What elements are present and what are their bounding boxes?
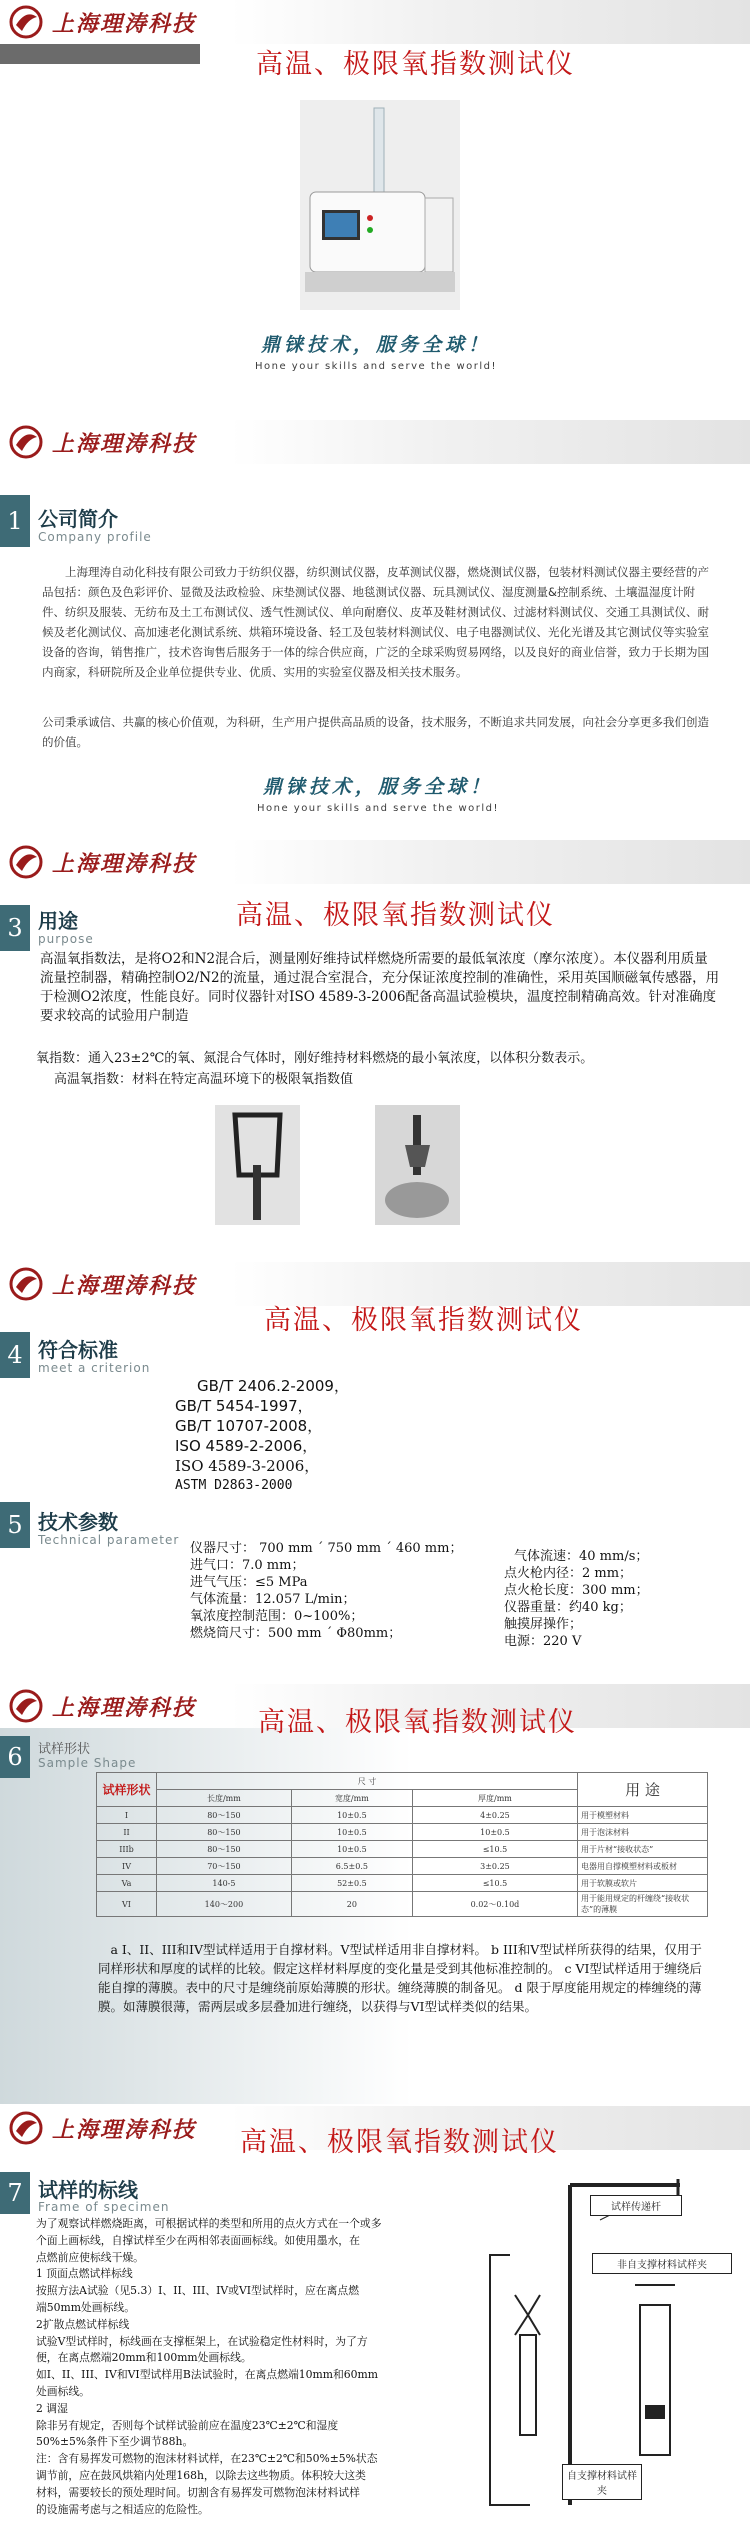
marking-title: 高温、极限氧指数测试仪 bbox=[240, 2127, 559, 2158]
test-photo-2 bbox=[375, 1105, 460, 1225]
slogan-en: Hone your skills and serve the world! bbox=[256, 803, 500, 814]
logo bbox=[0, 0, 230, 44]
table-cell: IIIb bbox=[97, 1841, 157, 1858]
logo-mark-icon bbox=[6, 1689, 46, 1723]
standard-item: GB/T 5454-1997， bbox=[175, 1397, 313, 1415]
logo-text: 上海理涛科技 bbox=[52, 10, 197, 37]
logo-banner-2 bbox=[0, 420, 750, 466]
table-cell: 用于模塑材料 bbox=[578, 1807, 708, 1824]
slogan bbox=[216, 330, 536, 372]
logo-banner-3 bbox=[0, 840, 750, 886]
marking-line: 如I、II、III、IV和VI型试样用B法试验时，在离点燃端10mm和60mm bbox=[36, 2368, 379, 2382]
purpose-description: 高温氧指数法，是将O2和N2混合后，测量刚好维持试样燃烧所需要的最低氧浓度（摩尔浓度）。本仪器利用质量流量控制器，精确控制O2/N2的流量，通过混合室混合，充分保证浓度控制的准确性，采用英国顺磁氧传感器，用于检测O2浓度，性能良好。同时仪器针对ISO 4589-3-2006配备高温试验模块，温度控制精确高效。针对准确度要求较高的试验用户制造 bbox=[40, 951, 720, 1024]
table-head-use: 用 途 bbox=[578, 1773, 708, 1807]
param-item: 气体流速：40 mm/s； bbox=[514, 1549, 649, 1564]
logo-banner bbox=[0, 0, 750, 46]
marking-line: 试验V型试样时，标线画在支撑框架上，在试验稳定性材料时，为了方 bbox=[36, 2334, 368, 2348]
logo-text: 上海理涛科技 bbox=[52, 1272, 197, 1299]
section-subtitle-purpose: purpose bbox=[38, 932, 94, 946]
logo-text: 上海理涛科技 bbox=[52, 1694, 197, 1721]
table-cell: ≤10.5 bbox=[412, 1841, 577, 1858]
table-cell: 80～150 bbox=[157, 1807, 292, 1824]
table-row bbox=[97, 1875, 708, 1892]
logo-text: 上海理涛科技 bbox=[52, 850, 197, 877]
logo-mark-icon bbox=[6, 5, 46, 39]
marking-line: 注：含有易挥发可燃物的泡沫材料试样，在23℃±2℃和50%±5%状态 bbox=[36, 2452, 378, 2466]
section-title-company: 公司简介 bbox=[38, 507, 118, 531]
standard-list bbox=[175, 1376, 349, 1496]
param-item: 气体流量：12.057 L/min； bbox=[190, 1592, 356, 1607]
label-self-clamp: 自支撑材料试样夹 bbox=[562, 2464, 642, 2500]
marking-line: 按照方法A试验（见5.3）I、II、III、IV或VI型试样时，应在离点燃 bbox=[36, 2284, 360, 2298]
section-title-purpose: 用途 bbox=[38, 909, 78, 933]
marking-line: 1 顶面点燃试样标线 bbox=[36, 2267, 133, 2281]
logo-mark-icon bbox=[6, 1267, 46, 1301]
marking-line: 点燃前应使标线干燥。 bbox=[36, 2250, 144, 2264]
logo-mark-icon bbox=[6, 425, 46, 459]
table-cell: 用于能用规定的杆缠绕“接收状态”的薄膜 bbox=[578, 1892, 708, 1917]
standard-item: ISO 4589-3-2006， bbox=[175, 1457, 320, 1475]
table-row bbox=[97, 1841, 708, 1858]
section-title-marking: 试样的标线 bbox=[38, 2178, 138, 2202]
company-intro: 上海理涛自动化科技有限公司致力于纺织仪器，纺织测试仪器，皮革测试仪器，燃烧测试仪器，包装材料测试仪器主要经营的产品包括：颜色及色彩评价、显微及法政检验、床垫测试仪器、地毯测试仪器、玩具测试仪、湿度测量&控制系统、土壤温湿度计附件、纺织及服装、无纺布及土工布测试仪、透气性测试仪、单向耐磨仪、皮革及鞋材测试仪、过滤材料测试仪、交通工具测试仪、耐候及老化测试仪、高加速老化测试系统、烘箱环境设备、轻工及包装材料测试仪、电子电器测试仪、光化光谱及其它测试仪等实验室设备的咨询，销售推广，技术咨询售后服务于一体的综合供应商，广泛的全球采购贸易网络，以及良好的商业信誉，致力于长期为国内商家，科研院所及企业单位提供专业、优质、实用的实验室仪器及相关技术服务。 bbox=[42, 565, 709, 679]
table-head-type: 试样形状 bbox=[97, 1773, 157, 1807]
param-item: 进气气压：≤5 MPa bbox=[190, 1575, 308, 1590]
table-cell: 10±0.5 bbox=[291, 1841, 412, 1858]
table-sub-width: 宽度/mm bbox=[291, 1790, 412, 1807]
marking-line: 调节前，应在鼓风烘箱内处理168h，以除去这些物质。体积较大这类 bbox=[36, 2468, 366, 2482]
table-cell: 10±0.5 bbox=[291, 1824, 412, 1841]
standard-item: GB/T 10707-2008， bbox=[175, 1417, 323, 1435]
table-cell: VI bbox=[97, 1892, 157, 1917]
standard-item: ASTM D2863-2000 bbox=[175, 1478, 293, 1493]
table-cell: 4±0.25 bbox=[412, 1807, 577, 1824]
table-sub-length: 长度/mm bbox=[157, 1790, 292, 1807]
param-item: 点火枪内径：2 mm； bbox=[504, 1566, 633, 1581]
marking-line: 2扩散点燃试样标线 bbox=[36, 2317, 130, 2331]
sample-shape-table bbox=[96, 1772, 708, 1917]
label-nonself-clamp: 非自支撑材料试样夹 bbox=[592, 2253, 732, 2274]
standard-item: ISO 4589-2-2006， bbox=[175, 1437, 318, 1455]
purpose-title: 高温、极限氧指数测试仪 bbox=[236, 900, 555, 931]
table-row bbox=[97, 1807, 708, 1824]
table-cell: Va bbox=[97, 1875, 157, 1892]
marking-line: 除非另有规定，否则每个试样试验前应在温度23℃±2℃和湿度 bbox=[36, 2418, 339, 2432]
section-number-sample: 6 bbox=[0, 1736, 30, 1778]
marking-line: 处画标线。 bbox=[36, 2384, 90, 2398]
table-head-size: 尺 寸 bbox=[157, 1773, 578, 1790]
param-item: 燃烧筒尺寸：500 mm ´ Φ80mm； bbox=[190, 1626, 402, 1641]
table-row bbox=[97, 1858, 708, 1875]
slogan-cn: 鼎铼技术，服务全球！ bbox=[260, 334, 491, 356]
table-cell: 140-5 bbox=[157, 1875, 292, 1892]
table-cell: 52±0.5 bbox=[291, 1875, 412, 1892]
table-cell: ≤10.5 bbox=[412, 1875, 577, 1892]
logo-mark-icon bbox=[6, 2111, 46, 2145]
param-item: 仪器重量：约40 kg； bbox=[504, 1600, 632, 1615]
label-rod: 试样传递杆 bbox=[590, 2195, 682, 2216]
marking-line: 50%±5%条件下至少调节88h。 bbox=[36, 2435, 194, 2449]
slogan-cn: 鼎铼技术，服务全球！ bbox=[262, 776, 493, 798]
param-item: 点火枪长度：300 mm； bbox=[504, 1583, 649, 1598]
params-left bbox=[190, 1540, 462, 1642]
table-cell: 6.5±0.5 bbox=[291, 1858, 412, 1875]
param-item: 氧浓度控制范围：0~100%； bbox=[190, 1609, 364, 1624]
section-number-standard: 4 bbox=[0, 1332, 30, 1378]
logo-text: 上海理涛科技 bbox=[52, 2116, 197, 2143]
marking-line: 材料，需要较长的预处理时间。切割含有易挥发可燃物泡沫材料试样 bbox=[36, 2485, 360, 2499]
table-cell: 用于泡沫材料 bbox=[578, 1824, 708, 1841]
section-number-params: 5 bbox=[0, 1502, 30, 1548]
section-subtitle-marking: Frame of specimen bbox=[38, 2200, 170, 2214]
section-subtitle-standard: meet a criterion bbox=[38, 1361, 151, 1375]
param-item: 电源：220 V bbox=[504, 1634, 582, 1649]
table-cell: IV bbox=[97, 1858, 157, 1875]
table-cell: 70～150 bbox=[157, 1858, 292, 1875]
table-cell: 140～200 bbox=[157, 1892, 292, 1917]
marking-text bbox=[36, 2216, 456, 2518]
marking-line: 的设施需考虑与之相适应的危险性。 bbox=[36, 2502, 209, 2516]
table-cell: II bbox=[97, 1824, 157, 1841]
section-title-standard: 符合标准 bbox=[38, 1338, 118, 1362]
table-cell: 电器用自撑模塑材料或板材 bbox=[578, 1858, 708, 1875]
section-number-company: 1 bbox=[0, 495, 30, 547]
table-cell: 80～150 bbox=[157, 1841, 292, 1858]
section-subtitle-company: Company profile bbox=[38, 530, 152, 544]
section-title-params: 技术参数 bbox=[38, 1510, 118, 1534]
marking-line: 个面上画标线，自撑试样至少在两相邻表面画标线。如使用墨水，在 bbox=[36, 2233, 360, 2247]
standard-item: GB/T 2406.2-2009， bbox=[197, 1377, 349, 1395]
page-title: 高温、极限氧指数测试仪 bbox=[256, 49, 575, 80]
marking-line: 为了观察试样燃烧距离，可根据试样的类型和所用的点火方式在一个或多 bbox=[36, 2217, 382, 2230]
logo-mark-icon bbox=[6, 845, 46, 879]
logo-text: 上海理涛科技 bbox=[52, 430, 197, 457]
oxygen-index-definition: 氧指数：通入23±2℃的氧、氮混合气体时，刚好维持材料燃烧的最小氧浓度，以体积分数表示。 bbox=[36, 1051, 594, 1066]
marking-line: 2 调湿 bbox=[36, 2401, 68, 2415]
params-right bbox=[504, 1548, 649, 1650]
product-photo bbox=[300, 100, 460, 310]
high-temp-oi-definition: 高温氧指数：材料在特定高温环境下的极限氧指数值 bbox=[54, 1072, 354, 1087]
section-number-purpose: 3 bbox=[0, 905, 30, 951]
section-subtitle-sample: Sample Shape bbox=[38, 1756, 137, 1770]
sample-notes: a I、II、III和IV型试样适用于自撑材料。V型试样适用非自撑材料。 b III和V型试样所获得的结果，仅用于同样形状和厚度的试样的比较。假定这样材料厚度的变化量是受到其他标准控制的。 c VI型试样适用于缠绕后能自撑的薄膜。表中的尺寸是缠绕前原始薄膜的形状。缠绕薄膜的制备见。 d 限于厚度能用规定的棒缠绕的薄膜。如薄膜很薄，需两层或多层叠加进行缠绕，以获得与VI型试样类似的结果。 bbox=[98, 1942, 702, 2014]
param-item: 触摸屏操作； bbox=[504, 1617, 583, 1632]
header-grey-bar bbox=[0, 44, 200, 64]
table-cell: 10±0.5 bbox=[412, 1824, 577, 1841]
table-cell: 20 bbox=[291, 1892, 412, 1917]
section-title-sample: 试样形状 bbox=[38, 1742, 91, 1757]
slogan-2 bbox=[218, 772, 538, 814]
table-cell: 80～150 bbox=[157, 1824, 292, 1841]
standards-title: 高温、极限氧指数测试仪 bbox=[264, 1305, 583, 1336]
table-cell: 0.02～0.10d bbox=[412, 1892, 577, 1917]
sample-title: 高温、极限氧指数测试仪 bbox=[258, 1707, 577, 1738]
section-number-marking: 7 bbox=[0, 2172, 30, 2214]
test-photo-1 bbox=[215, 1105, 300, 1225]
section-subtitle-params: Technical parameter bbox=[38, 1533, 180, 1547]
table-cell: 用于片材“接收状态” bbox=[578, 1841, 708, 1858]
table-cell: 10±0.5 bbox=[291, 1807, 412, 1824]
param-item: 仪器尺寸： 700 mm ´ 750 mm ´ 460 mm； bbox=[190, 1541, 463, 1556]
table-row bbox=[97, 1824, 708, 1841]
table-cell: 用于软膜或软片 bbox=[578, 1875, 708, 1892]
company-values: 公司秉承诚信、共赢的核心价值观，为科研，生产用户提供高品质的设备，技术服务，不断追求共同发展，向社会分享更多我们创造的价值。 bbox=[42, 715, 709, 749]
marking-line: 便，在离点燃端20mm和100mm处画标线。 bbox=[36, 2351, 252, 2365]
slogan-en: Hone your skills and serve the world! bbox=[254, 361, 498, 372]
table-cell: I bbox=[97, 1807, 157, 1824]
param-item: 进气口：7.0 mm； bbox=[190, 1558, 305, 1573]
table-cell: 3±0.25 bbox=[412, 1858, 577, 1875]
table-sub-thickness: 厚度/mm bbox=[412, 1790, 577, 1807]
marking-line: 端50mm处画标线。 bbox=[36, 2300, 135, 2314]
table-row bbox=[97, 1892, 708, 1917]
